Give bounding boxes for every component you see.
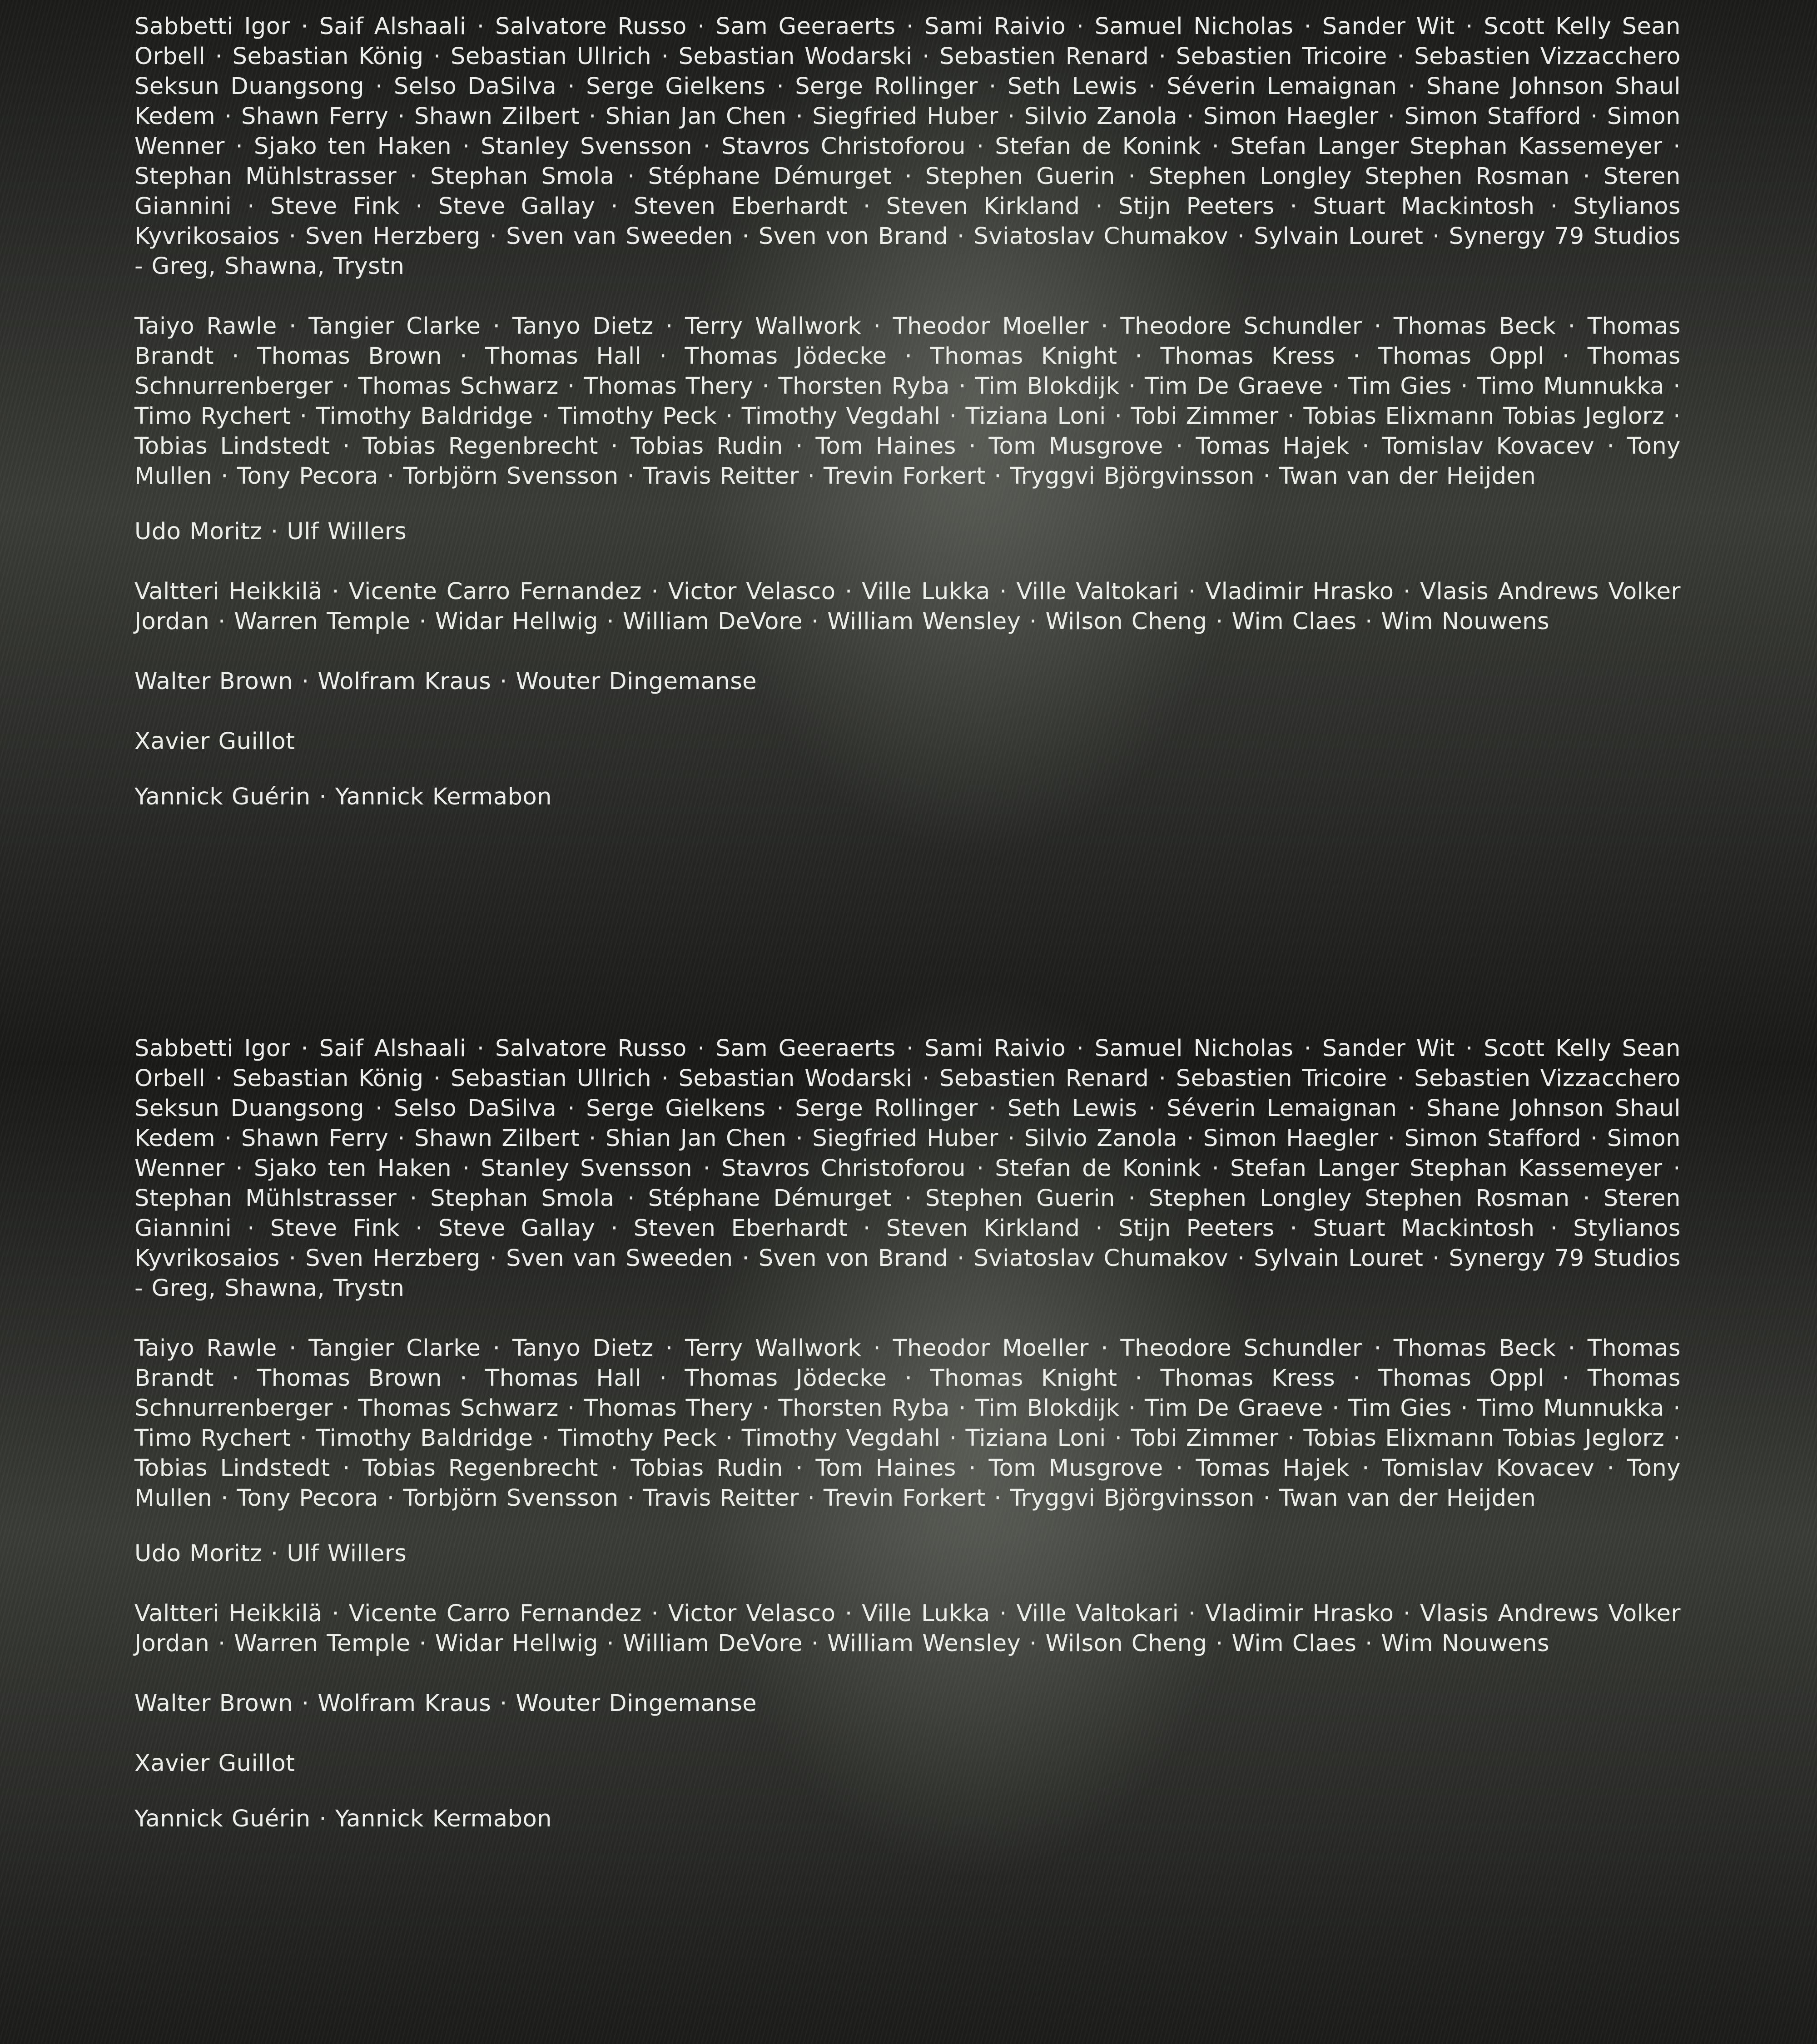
- credits-group-x: Xavier Guillot: [134, 1750, 295, 1777]
- credits-group-u: Udo Moritz · Ulf Willers: [134, 1540, 407, 1567]
- credits-group-u: Udo Moritz · Ulf Willers: [134, 518, 407, 545]
- credits-group-w: Walter Brown · Wolfram Kraus · Wouter Dingemanse: [134, 668, 757, 695]
- credits-group-w: Walter Brown · Wolfram Kraus · Wouter Dingemanse: [134, 1690, 757, 1717]
- credits-group-v: Valtteri Heikkilä · Vicente Carro Fernandez · Victor Velasco · Ville Lukka · Ville Valtokari · Vladimir Hrasko · Vlasis Andrews Volker Jordan · Warren Temple · Widar Hellwig · William DeVore · William Wensley · Wilson Cheng · Wim Claes · Wim Nouwens: [134, 578, 1681, 635]
- credits-group-t: Taiyo Rawle · Tangier Clarke · Tanyo Dietz · Terry Wallwork · Theodor Moeller · Theodore Schundler · Thomas Beck · Thomas Brandt · Thomas Brown · Thomas Hall · Thomas Jödecke · Thomas Knight · Thomas Kress · Thomas Oppl · Thomas Schnurrenberger · Thomas Schwarz · Thomas Thery · Thorsten Ryba · Tim Blokdijk · Tim De Graeve · Tim Gies · Timo Munnukka · Timo Rychert · Timothy Baldridge · Timothy Peck · Timothy Vegdahl · Tiziana Loni · Tobi Zimmer · Tobias Elixmann Tobias Jeglorz · Tobias Lindstedt · Tobias Regenbrecht · Tobias Rudin · Tom Haines · Tom Musgrove · Tomas Hajek · Tomislav Kovacev · Tony Mullen · Tony Pecora · Torbjörn Svensson · Travis Reitter · Trevin Forkert · Tryggvi Björgvinsson · Twan van der Heijden: [134, 1335, 1681, 1512]
- credits-block: [134, 12, 1681, 842]
- credits-group-s: Sabbetti Igor · Saif Alshaali · Salvatore Russo · Sam Geeraerts · Sami Raivio · Samuel Nicholas · Sander Wit · Scott Kelly Sean Orbell · Sebastian König · Sebastian Ullrich · Sebastian Wodarski · Sebastien Renard · Sebastien Tricoire · Sebastien Vizzacchero Seksun Duangsong · Selso DaSilva · Serge Gielkens · Serge Rollinger · Seth Lewis · Séverin Lemaignan · Shane Johnson Shaul Kedem · Shawn Ferry · Shawn Zilbert · Shian Jan Chen · Siegfried Huber · Silvio Zanola · Simon Haegler · Simon Stafford · Simon Wenner · Sjako ten Haken · Stanley Svensson · Stavros Christoforou · Stefan de Konink · Stefan Langer Stephan Kassemeyer · Stephan Mühlstrasser · Stephan Smola · Stéphane Démurget · Stephen Guerin · Stephen Longley Stephen Rosman · Steren Giannini · Steve Fink · Steve Gallay · Steven Eberhardt · Steven Kirkland · Stijn Peeters · Stuart Mackintosh · Stylianos Kyvrikosaios · Sven Herzberg · Sven van Sweeden · Sven von Brand · Sviatoslav Chumakov · Sylvain Louret · Synergy 79 Studios - Greg, Shawna, Trystn: [134, 1035, 1681, 1302]
- credits-block-repeat: [134, 1034, 1681, 1864]
- credits-group-y: Yannick Guérin · Yannick Kermabon: [134, 784, 552, 810]
- credits-group-s: Sabbetti Igor · Saif Alshaali · Salvatore Russo · Sam Geeraerts · Sami Raivio · Samuel Nicholas · Sander Wit · Scott Kelly Sean Orbell · Sebastian König · Sebastian Ullrich · Sebastian Wodarski · Sebastien Renard · Sebastien Tricoire · Sebastien Vizzacchero Seksun Duangsong · Selso DaSilva · Serge Gielkens · Serge Rollinger · Seth Lewis · Séverin Lemaignan · Shane Johnson Shaul Kedem · Shawn Ferry · Shawn Zilbert · Shian Jan Chen · Siegfried Huber · Silvio Zanola · Simon Haegler · Simon Stafford · Simon Wenner · Sjako ten Haken · Stanley Svensson · Stavros Christoforou · Stefan de Konink · Stefan Langer Stephan Kassemeyer · Stephan Mühlstrasser · Stephan Smola · Stéphane Démurget · Stephen Guerin · Stephen Longley Stephen Rosman · Steren Giannini · Steve Fink · Steve Gallay · Steven Eberhardt · Steven Kirkland · Stijn Peeters · Stuart Mackintosh · Stylianos Kyvrikosaios · Sven Herzberg · Sven van Sweeden · Sven von Brand · Sviatoslav Chumakov · Sylvain Louret · Synergy 79 Studios - Greg, Shawna, Trystn: [134, 13, 1681, 280]
- credits-group-t: Taiyo Rawle · Tangier Clarke · Tanyo Dietz · Terry Wallwork · Theodor Moeller · Theodore Schundler · Thomas Beck · Thomas Brandt · Thomas Brown · Thomas Hall · Thomas Jödecke · Thomas Knight · Thomas Kress · Thomas Oppl · Thomas Schnurrenberger · Thomas Schwarz · Thomas Thery · Thorsten Ryba · Tim Blokdijk · Tim De Graeve · Tim Gies · Timo Munnukka · Timo Rychert · Timothy Baldridge · Timothy Peck · Timothy Vegdahl · Tiziana Loni · Tobi Zimmer · Tobias Elixmann Tobias Jeglorz · Tobias Lindstedt · Tobias Regenbrecht · Tobias Rudin · Tom Haines · Tom Musgrove · Tomas Hajek · Tomislav Kovacev · Tony Mullen · Tony Pecora · Torbjörn Svensson · Travis Reitter · Trevin Forkert · Tryggvi Björgvinsson · Twan van der Heijden: [134, 313, 1681, 490]
- credits-group-v: Valtteri Heikkilä · Vicente Carro Fernandez · Victor Velasco · Ville Lukka · Ville Valtokari · Vladimir Hrasko · Vlasis Andrews Volker Jordan · Warren Temple · Widar Hellwig · William DeVore · William Wensley · Wilson Cheng · Wim Claes · Wim Nouwens: [134, 1600, 1681, 1657]
- credits-group-x: Xavier Guillot: [134, 728, 295, 755]
- credits-group-y: Yannick Guérin · Yannick Kermabon: [134, 1806, 552, 1832]
